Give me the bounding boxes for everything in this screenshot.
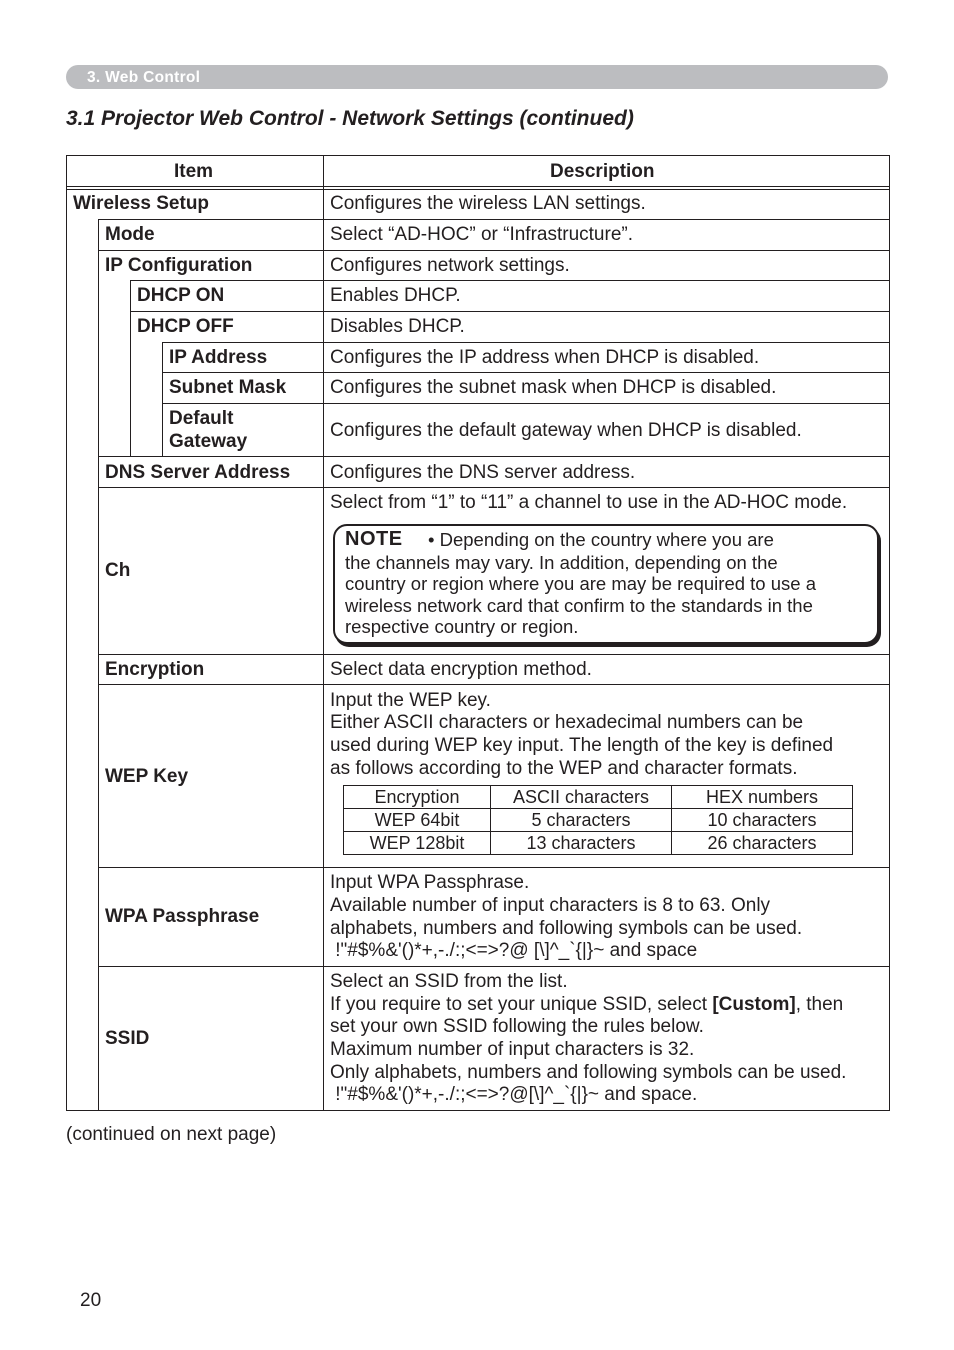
item-wireless-setup: Wireless Setup <box>73 193 210 214</box>
item-encryption: Encryption <box>105 659 205 680</box>
table-rule <box>98 867 890 868</box>
table-rule <box>162 403 890 404</box>
table-rule <box>98 966 890 967</box>
note-line: country or region where you are may be required to use a <box>345 573 816 594</box>
table-rule <box>98 219 890 220</box>
desc-wpa-line: alphabets, numbers and following symbols can be used. <box>330 918 803 939</box>
item-ch: Ch <box>105 560 131 581</box>
wep-table-row <box>344 832 853 855</box>
column-divider <box>323 155 324 1111</box>
desc-subnet-mask: Configures the subnet mask when DHCP is disabled. <box>330 377 777 398</box>
table-rule <box>98 684 890 685</box>
wep-table-cell: WEP 128bit <box>344 832 491 855</box>
item-ssid: SSID <box>105 1028 150 1049</box>
desc-wpa-line: Input WPA Passphrase. <box>330 872 530 893</box>
page-title: 3.1 Projector Web Control - Network Settings (continued) <box>66 107 634 130</box>
indent-rule <box>162 342 163 456</box>
wep-table-header: ASCII characters <box>491 786 672 809</box>
table-rule <box>66 189 890 190</box>
desc-ssid-line: Only alphabets, numbers and following symbols can be used. <box>330 1062 847 1083</box>
desc-ssid-line <box>330 993 843 1016</box>
table-rule <box>162 372 890 373</box>
table-rule <box>130 311 890 312</box>
note-line: • Depending on the country where you are <box>428 529 774 550</box>
table-rule <box>98 456 890 457</box>
note-line: respective country or region. <box>345 616 579 637</box>
desc-encryption: Select data encryption method. <box>330 659 592 680</box>
indent-rule <box>130 280 131 456</box>
desc-default-gateway: Configures the default gateway when DHCP is disabled. <box>330 420 802 441</box>
wep-key-length-table <box>343 785 853 855</box>
desc-dhcp-off: Disables DHCP. <box>330 316 465 337</box>
wep-table-header: Encryption <box>344 786 491 809</box>
table-rule <box>130 280 890 281</box>
item-default-gateway-line2: Gateway <box>169 431 248 452</box>
table-rule <box>98 487 890 488</box>
desc-ch: Select from “1” to “11” a channel to use in the AD-HOC mode. <box>330 492 848 513</box>
item-wpa-passphrase: WPA Passphrase <box>105 906 260 927</box>
item-subnet-mask: Subnet Mask <box>169 377 287 398</box>
wep-table-cell: 5 characters <box>491 809 672 832</box>
desc-wep-key-line: Input the WEP key. <box>330 690 491 711</box>
desc-ssid-text: If you require to set your unique SSID, select <box>330 994 713 1015</box>
wep-table-header: HEX numbers <box>672 786 853 809</box>
desc-wep-key-line: used during WEP key input. The length of the key is defined <box>330 735 834 756</box>
item-ip-configuration: IP Configuration <box>105 255 253 276</box>
item-dhcp-on: DHCP ON <box>137 285 225 306</box>
section-header-bar <box>66 65 888 89</box>
desc-dhcp-on: Enables DHCP. <box>330 285 461 306</box>
desc-ssid-line: Maximum number of input characters is 32. <box>330 1039 695 1060</box>
desc-wep-key-line: as follows according to the WEP and character formats. <box>330 758 798 779</box>
wep-table-row <box>344 809 853 832</box>
continued-note: (continued on next page) <box>66 1124 277 1145</box>
column-header-description: Description <box>550 161 655 182</box>
desc-ssid-line: Select an SSID from the list. <box>330 971 568 992</box>
desc-mode: Select “AD-HOC” or “Infrastructure”. <box>330 224 633 245</box>
table-rule <box>66 186 890 187</box>
note-label: NOTE <box>345 528 403 550</box>
desc-ip-address: Configures the IP address when DHCP is disabled. <box>330 347 760 368</box>
wep-table-cell: 10 characters <box>672 809 853 832</box>
desc-wep-key-line: Either ASCII characters or hexadecimal numbers can be <box>330 712 804 733</box>
desc-ssid-line: set your own SSID following the rules below. <box>330 1016 704 1037</box>
wep-table-cell: 26 characters <box>672 832 853 855</box>
item-ip-address: IP Address <box>169 347 268 368</box>
wep-table-cell: WEP 64bit <box>344 809 491 832</box>
note-line: the channels may vary. In addition, depending on the <box>345 552 778 573</box>
table-rule <box>98 654 890 655</box>
custom-keyword: [Custom] <box>712 994 796 1015</box>
page-number: 20 <box>80 1290 102 1311</box>
item-mode: Mode <box>105 224 155 245</box>
item-wep-key: WEP Key <box>105 766 189 787</box>
indent-rule <box>98 219 99 1111</box>
desc-dns-server-address: Configures the DNS server address. <box>330 462 636 483</box>
item-dhcp-off: DHCP OFF <box>137 316 234 337</box>
table-rule <box>98 250 890 251</box>
item-dns-server-address: DNS Server Address <box>105 462 291 483</box>
note-line: wireless network card that confirm to the standards in the <box>345 595 813 616</box>
section-label: 3. Web Control <box>87 69 201 86</box>
wep-table-cell: 13 characters <box>491 832 672 855</box>
desc-wpa-line: Available number of input characters is 8 to 63. Only <box>330 895 771 916</box>
table-rule <box>162 342 890 343</box>
desc-ip-configuration: Configures network settings. <box>330 255 570 276</box>
column-header-item: Item <box>174 161 214 182</box>
desc-wpa-line: !"#$%&'()*+,-./:;<=>?@ [\]^_`{|}~ and space <box>330 940 698 961</box>
desc-ssid-line: !"#$%&'()*+,-./:;<=>?@[\]^_`{|}~ and space. <box>330 1084 698 1105</box>
desc-wireless-setup: Configures the wireless LAN settings. <box>330 193 646 214</box>
item-default-gateway-line1: Default <box>169 408 234 429</box>
wep-table-header-row <box>344 786 853 809</box>
desc-ssid-text: , then <box>795 994 844 1015</box>
